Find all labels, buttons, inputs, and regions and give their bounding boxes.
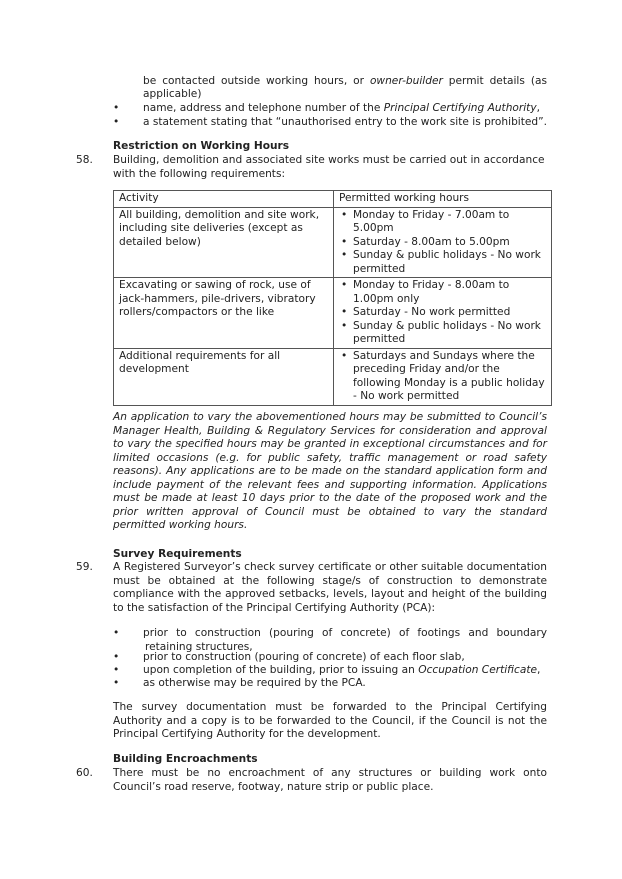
bullet-certifying-authority: name, address and telephone number of the Principal Certifying Authority, [143,102,540,114]
table-cell-activity: Additional requirements for all development [114,348,334,405]
section-58-heading: Restriction on Working Hours [113,140,290,152]
list-item: • Saturdays and Sundays where the preceding Friday and/or the following Monday is a public holiday - No work permitted [353,350,547,404]
section-59-intro: A Registered Surveyor’s check survey certificate or other suitable documentation must be obtained at the following stage/s of construction to demonstrate compliance with the approved setbacks, levels, layout and height of the building to the satisfaction of the Principal Certifying Authority (PCA): [113,561,547,614]
table-row [114,348,552,405]
section-59-number: 59. [76,561,93,573]
working-hours-table [113,190,552,406]
list-item: • Saturday - No work permitted [353,306,547,320]
list-item: • Monday to Friday - 8.00am to 1.00pm only [353,279,547,306]
bullet-floor-slab: prior to construction (pouring of concrete) of each floor slab, [143,651,465,663]
section-58-variation-note: An application to vary the abovementioned hours may be submitted to Council’s Manager Health, Building & Regulatory Services for consideration and approval to vary the specified hours may be granted in exceptional circumstances and for limited occasions (e.g. for public safety, traffic management or road safety reasons). Any applications are to be made on the standard application form and include payment of the relevant fees and supporting information. Applications must be made at least 10 days prior to the date of the proposed work and the prior written approval of Council must be obtained to vary the standard permitted working hours. [113,411,547,531]
table-header-activity: Activity [114,191,334,208]
bullet-marker: • [113,651,120,663]
bullet-occupation-certificate: upon completion of the building, prior to issuing an Occupation Certificate, [143,664,541,676]
table-header-hours: Permitted working hours [334,191,552,208]
list-item: • Sunday & public holidays - No work permitted [353,320,547,347]
section-59-heading: Survey Requirements [113,548,242,560]
bullet-marker: • [113,116,120,128]
bullet-unauthorised-entry: a statement stating that “unauthorised entry to the work site is prohibited”. [143,116,547,128]
table-cell-activity: All building, demolition and site work, including site deliveries (except as detailed below) [114,207,334,278]
table-row [114,207,552,278]
bullet-pca: as otherwise may be required by the PCA. [143,677,366,689]
table-cell-hours [334,348,552,405]
table-row [114,278,552,349]
table-header-row [114,191,552,208]
bullet-marker: • [113,102,120,114]
continuation-item: be contacted outside working hours, or owner-builder permit details (as [143,75,547,87]
section-58-intro: Building, demolition and associated site works must be carried out in accordance with the following requirements: [113,154,545,180]
list-item: • Sunday & public holidays - No work permitted [353,249,547,276]
bullet-footings: prior to construction (pouring of concrete) of footings and boundary retaining structures, [143,627,547,653]
section-60-text: There must be no encroachment of any structures or building work onto Council’s road reserve, footway, nature strip or public place. [113,767,547,793]
section-59-survey-paragraph: The survey documentation must be forwarded to the Principal Certifying Authority and a copy is to be forwarded to the Council, if the Council is not the Principal Certifying Authority for the development. [113,701,547,740]
list-item: • Saturday - 8.00am to 5.00pm [353,236,547,250]
table-cell-hours [334,278,552,349]
table-cell-activity: Excavating or sawing of rock, use of jack-hammers, pile-drivers, vibratory rollers/compactors or the like [114,278,334,349]
table-cell-hours [334,207,552,278]
bullet-marker: • [113,627,120,639]
bullet-marker: • [113,677,120,689]
list-item: • Monday to Friday - 7.00am to 5.00pm [353,209,547,236]
bullet-marker: • [113,664,120,676]
section-60-number: 60. [76,767,93,779]
section-58-number: 58. [76,154,93,166]
section-60-heading: Building Encroachments [113,753,258,765]
continuation-item-line2: applicable) [143,88,202,100]
